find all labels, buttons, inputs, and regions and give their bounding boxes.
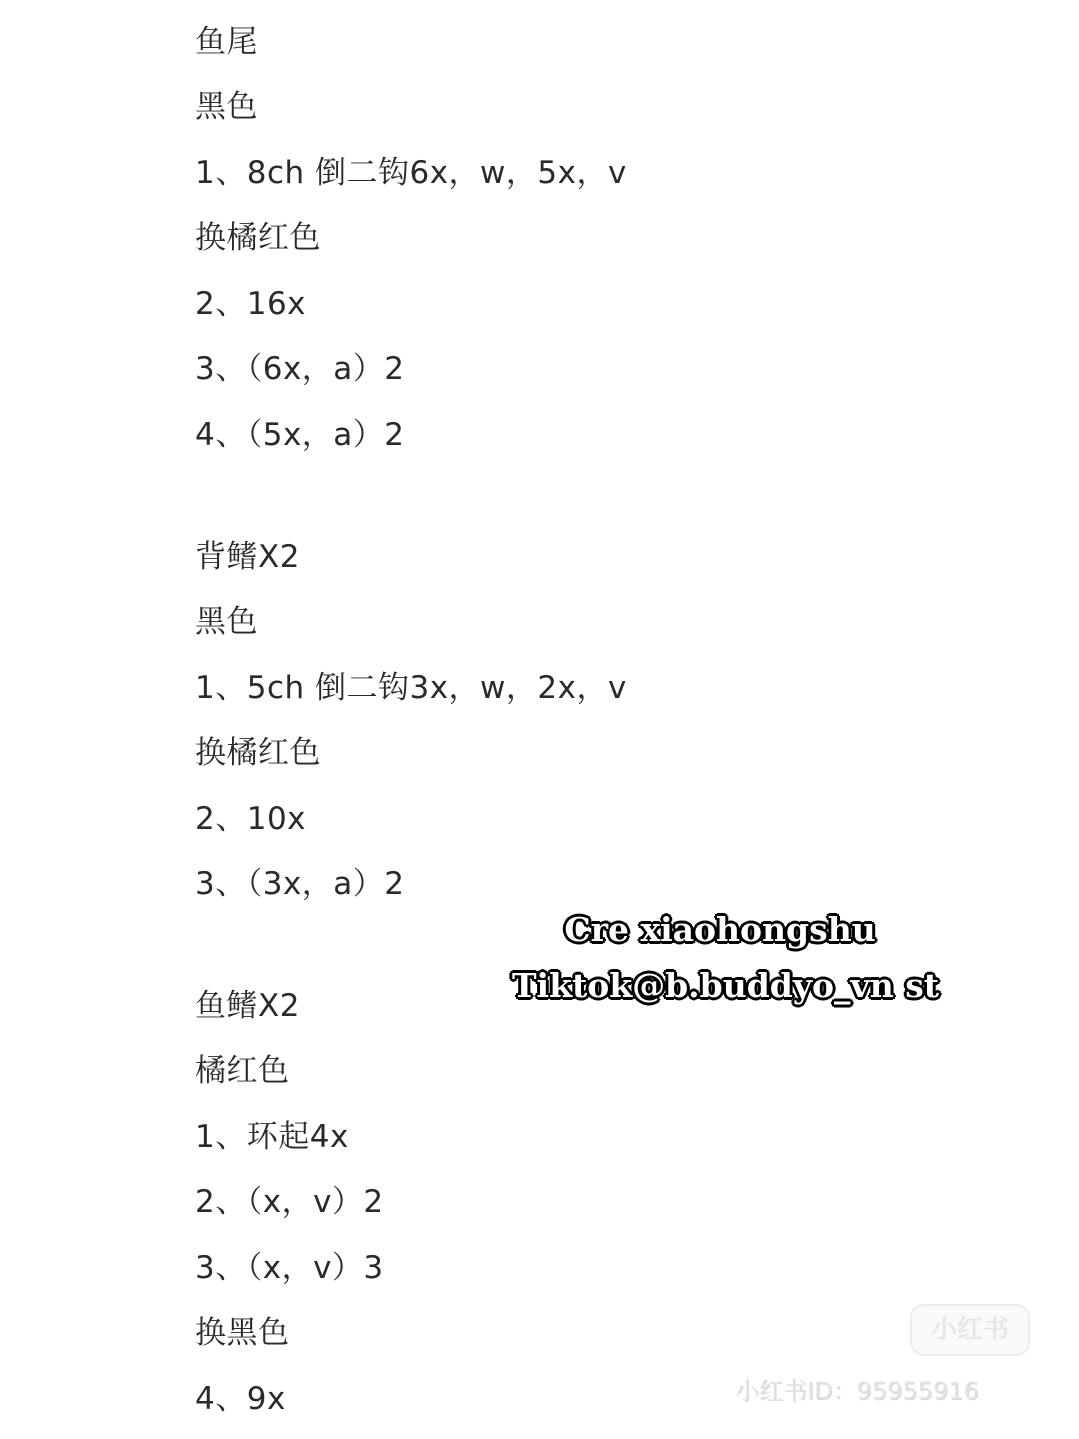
instruction-row: 2、（x，v）2 xyxy=(195,1184,384,1220)
instruction-row: 3、（x，v）3 xyxy=(195,1250,384,1286)
instruction-row: 1、5ch 倒二钩3x，w，2x，v xyxy=(195,670,627,706)
color-label: 黑色 xyxy=(195,89,258,125)
credit-watermark-line2: Tiktok@b.buddyo_vn st xyxy=(512,966,940,1005)
xiaohongshu-id-watermark: 小红书ID：95955916 xyxy=(735,1377,979,1405)
instruction-row: 2、10x xyxy=(195,801,307,837)
instruction-row: 4、（5x，a）2 xyxy=(195,417,405,453)
credit-watermark-line1: Cre xiaohongshu xyxy=(564,910,876,949)
xiaohongshu-logo-watermark: 小红书 xyxy=(910,1304,1030,1356)
instruction-row: 3、（3x，a）2 xyxy=(195,866,405,902)
color-label: 橘红色 xyxy=(195,1053,290,1089)
section-title-tail: 鱼尾 xyxy=(195,24,258,60)
instruction-row: 4、9x xyxy=(195,1381,286,1417)
section-title-fin: 鱼鳍X2 xyxy=(195,988,300,1024)
section-title-dorsal-fin: 背鳍X2 xyxy=(195,539,300,575)
instruction-row: 2、16x xyxy=(195,286,307,322)
instruction-row: 1、环起4x xyxy=(195,1119,349,1155)
color-change-label: 换黑色 xyxy=(195,1315,290,1351)
color-label: 黑色 xyxy=(195,604,258,640)
color-change-label: 换橘红色 xyxy=(195,735,321,771)
instruction-row: 1、8ch 倒二钩6x，w，5x，v xyxy=(195,155,627,191)
color-change-label: 换橘红色 xyxy=(195,220,321,256)
instruction-row: 3、（6x，a）2 xyxy=(195,351,405,387)
